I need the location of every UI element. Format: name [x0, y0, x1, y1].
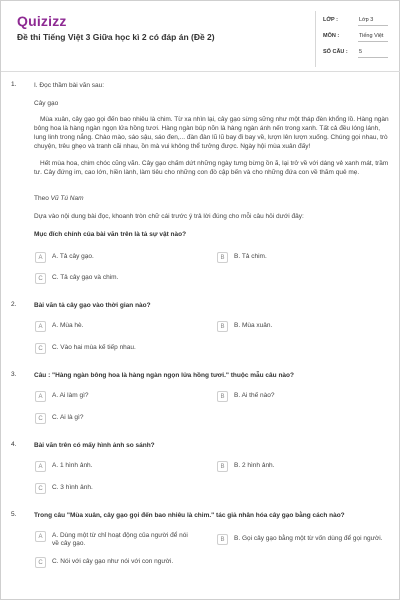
- meta-subject-label: MÔN :: [323, 33, 340, 39]
- option-label: B. Tả chim.: [234, 253, 267, 260]
- option-a[interactable]: [35, 391, 195, 402]
- option-label: A. 1 hình ảnh.: [52, 462, 93, 469]
- option-c[interactable]: [35, 343, 195, 354]
- option-b[interactable]: [217, 461, 377, 472]
- option-letter-box: A: [35, 531, 46, 542]
- option-b[interactable]: [217, 252, 377, 263]
- option-label: C. Vào hai mùa kế tiếp nhau.: [52, 344, 136, 351]
- option-label: B. Mùa xuân.: [234, 322, 273, 329]
- question-text: Câu : "Hàng ngàn bông hoa là hàng ngàn ngọn lửa hồng tươi." thuộc mẫu câu nào?: [34, 372, 294, 379]
- author-name: Vũ Tú Nam: [50, 195, 84, 202]
- option-b[interactable]: [217, 391, 377, 402]
- meta-underline: [358, 25, 388, 26]
- option-c[interactable]: [35, 413, 195, 424]
- option-b[interactable]: [217, 321, 377, 332]
- option-label: A. Tả cây gạo.: [52, 253, 94, 260]
- question-number: 5.: [11, 511, 17, 518]
- option-letter-box: B: [217, 391, 228, 402]
- passage-title: Cây gạo: [34, 100, 59, 107]
- option-letter-box: B: [217, 534, 228, 545]
- question-number: 3.: [11, 371, 17, 378]
- meta-count-label: SỐ CÂU :: [323, 49, 348, 55]
- option-letter-box: C: [35, 413, 46, 424]
- option-label: A. Ai làm gì?: [52, 392, 89, 399]
- meta-subject-value: Tiếng Việt: [359, 33, 384, 39]
- question-number: 1.: [11, 81, 17, 88]
- option-letter-box: B: [217, 252, 228, 263]
- option-letter-box: A: [35, 391, 46, 402]
- meta-underline: [358, 57, 388, 58]
- option-a[interactable]: [35, 531, 195, 548]
- option-letter-box: A: [35, 321, 46, 332]
- question-text: Bài văn trên có mấy hình ảnh so sánh?: [34, 442, 155, 449]
- passage-paragraph: Hết mùa hoa, chim chóc cũng vãn. Cây gạo chấm dứt những ngày tưng bừng ồn ã, lại trở về với dáng vẻ xanh mát, trầm tư. Cây đứng im, cao lớn, hiền lành, làm tiêu cho những con đò cập bến và cho những đứa con về thăm quê mẹ.: [34, 160, 389, 176]
- option-a[interactable]: [35, 461, 195, 472]
- option-letter-box: A: [35, 252, 46, 263]
- option-label: C. Ai là gì?: [52, 414, 84, 421]
- meta-count-value: 5: [359, 49, 363, 55]
- header-divider: [315, 11, 316, 67]
- option-letter-box: C: [35, 483, 46, 494]
- question-number: 4.: [11, 441, 17, 448]
- question-text: Trong câu "Mùa xuân, cây gạo gọi đến bao nhiêu là chim." tác giả nhân hóa cây gạo bằng cách nào?: [34, 512, 345, 519]
- meta-class-label: LỚP :: [323, 17, 338, 23]
- option-label: A. Mùa hè.: [52, 322, 84, 329]
- option-label: C. Tả cây gạo và chim.: [52, 274, 119, 281]
- option-label: B. Ai thế nào?: [234, 392, 275, 399]
- page-title: Đề thi Tiếng Việt 3 Giữa học kì 2 có đáp án (Đề 2): [17, 32, 215, 42]
- quizizz-logo: Quizizz: [17, 13, 67, 29]
- option-label: B. Gọi cây gạo bằng một từ vốn dùng để gọi người.: [234, 535, 383, 542]
- meta-class-value: Lớp 3: [359, 17, 374, 23]
- option-letter-box: A: [35, 461, 46, 472]
- question-number: 2.: [11, 301, 17, 308]
- option-letter-box: B: [217, 321, 228, 332]
- question-text: Mục đích chính của bài văn trên là tả sự vật nào?: [34, 231, 187, 238]
- option-label: B. 2 hình ảnh.: [234, 462, 275, 469]
- option-a[interactable]: [35, 252, 195, 263]
- option-c[interactable]: [35, 483, 195, 494]
- author-prefix: Theo: [34, 195, 51, 202]
- option-c[interactable]: [35, 273, 195, 284]
- option-letter-box: C: [35, 343, 46, 354]
- option-letter-box: C: [35, 273, 46, 284]
- question-text: Bài văn tả cây gạo vào thời gian nào?: [34, 302, 151, 309]
- option-label: C. 3 hình ảnh.: [52, 484, 93, 491]
- passage-paragraph: Mùa xuân, cây gạo gọi đến bao nhiêu là chim. Từ xa nhìn lại, cây gạo sừng sững như một tháp đèn khổng lồ. Hàng ngàn bông hoa là hàng ngàn ngọn lửa hồng tươi. Hàng ngàn búp nõn là hàng ngàn ánh nến trong xanh. Tất cả đều lóng lánh, lung linh trong nắng. Chào mào, sáo sậu, sáo đen,... đàn đàn lũ lũ bay đi bay về, lượn lên lượn xuống. Chúng gọi nhau, trò chuyện, trêu ghẹo và tranh cãi nhau, ồn mà vui không thể tưởng được. Ngày hội mùa xuân đấy!: [34, 116, 389, 150]
- option-letter-box: B: [217, 461, 228, 472]
- header-separator: [1, 71, 400, 72]
- option-letter-box: C: [35, 557, 46, 568]
- passage-author-line: [34, 194, 390, 203]
- instruction-text: Dựa vào nội dung bài đọc, khoanh tròn chữ cái trước ý trả lời đúng cho mỗi câu hỏi dưới đây:: [34, 213, 304, 220]
- option-label: A. Dùng một từ chỉ hoạt động của người để nói về cây gạo.: [52, 532, 188, 547]
- option-a[interactable]: [35, 321, 195, 332]
- option-b[interactable]: [217, 534, 397, 545]
- option-c[interactable]: [35, 557, 215, 568]
- meta-underline: [358, 41, 388, 42]
- question-intro: I. Đọc thầm bài văn sau:: [34, 82, 105, 89]
- option-label: C. Nói với cây gạo như nói với con người.: [52, 558, 174, 565]
